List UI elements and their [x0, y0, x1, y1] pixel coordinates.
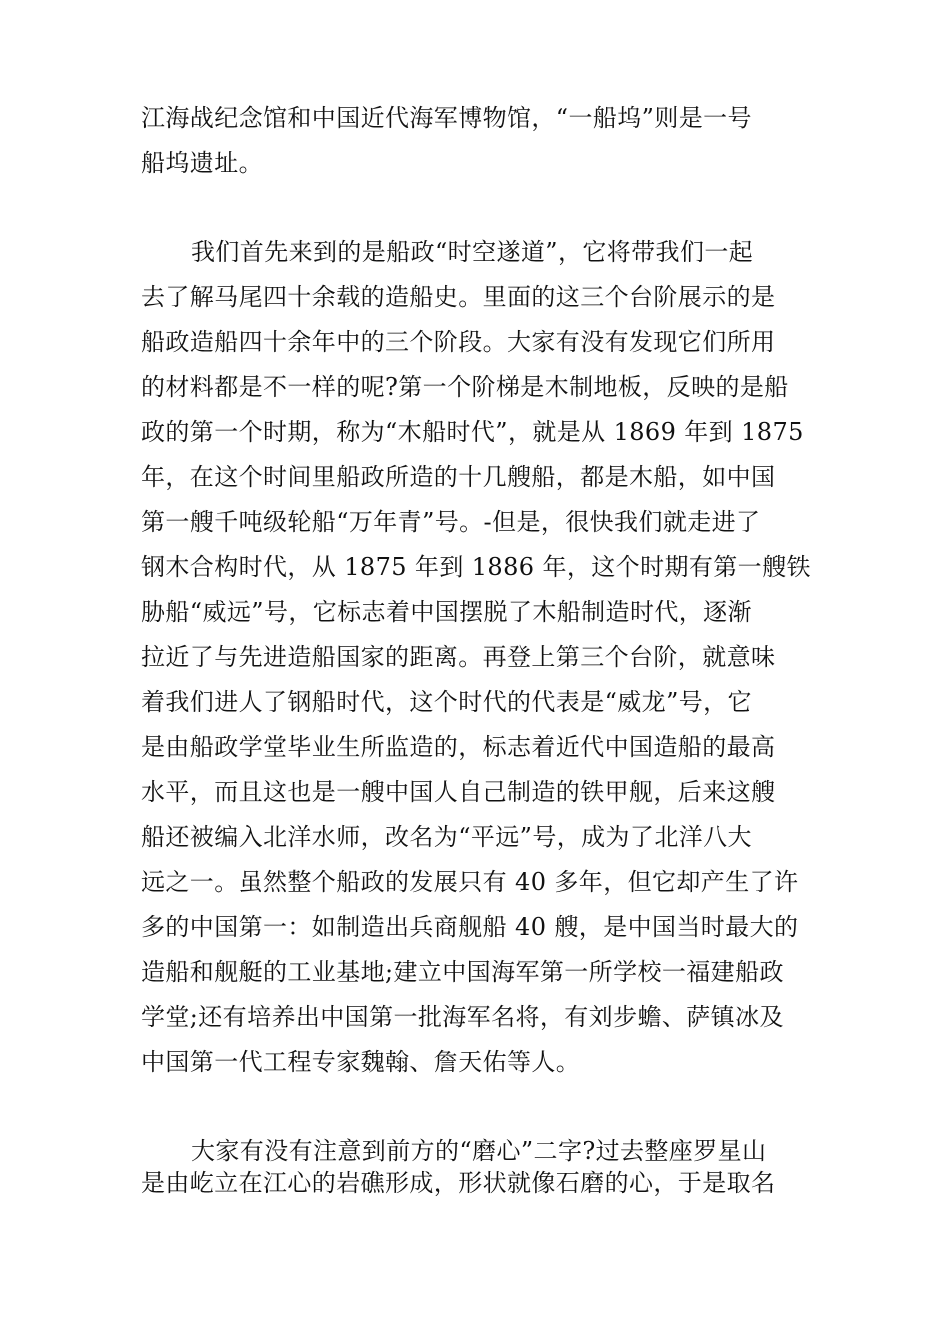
paragraph-2-line-19: 中国第一代工程专家魏翰、詹天佑等人。: [141, 1048, 581, 1076]
paragraph-2-line-17: 造船和舰艇的工业基地;建立中国海军第一所学校一福建船政: [141, 958, 784, 986]
paragraph-2-line-4: 的材料都是不一样的呢?第一个阶梯是木制地板，反映的是船: [141, 373, 789, 401]
paragraph-2-line-3: 船政造船四十余年中的三个阶段。大家有没有发现它们所用: [141, 328, 776, 356]
paragraph-1-line-2: 船坞遗址。: [141, 149, 263, 177]
paragraph-2-line-11: 着我们进人了钢船时代，这个时代的代表是“威龙”号，它: [141, 688, 752, 716]
paragraph-2-line-2: 去了解马尾四十余载的造船史。里面的这三个台阶展示的是: [141, 283, 776, 311]
paragraph-2-line-15: 远之一。虽然整个船政的发展只有 40 多年，但它却产生了许: [141, 868, 799, 896]
paragraph-2-line-9: 胁船“威远”号，它标志着中国摆脱了木船制造时代，逐渐: [141, 598, 752, 626]
paragraph-3-line-1: 大家有没有注意到前方的“磨心”二字?过去整座罗星山: [191, 1137, 767, 1165]
paragraph-2-line-18: 学堂;还有培养出中国第一批海军名将，有刘步蟾、萨镇冰及: [141, 1003, 784, 1031]
paragraph-2-line-1: 我们首先来到的是船政“时空遂道”，它将带我们一起: [191, 238, 754, 266]
paragraph-2-line-13: 水平，而且这也是一艘中国人自己制造的铁甲舰，后来这艘: [141, 778, 776, 806]
paragraph-2-line-5: 政的第一个时期，称为“木船时代”，就是从 1869 年到 1875: [141, 418, 804, 446]
paragraph-2-line-12: 是由船政学堂毕业生所监造的，标志着近代中国造船的最高: [141, 733, 776, 761]
paragraph-2-line-16: 多的中国第一：如制造出兵商舰船 40 艘，是中国当时最大的: [141, 913, 799, 941]
paragraph-3-line-2: 是由屹立在江心的岩礁形成，形状就像石磨的心，于是取名: [141, 1169, 776, 1197]
paragraph-2-line-6: 年，在这个时间里船政所造的十几艘船，都是木船，如中国: [141, 463, 776, 491]
paragraph-1-line-1: 江海战纪念馆和中国近代海军博物馆，“一船坞”则是一号: [141, 104, 752, 132]
paragraph-2-line-14: 船还被编入北洋水师，改名为“平远”号，成为了北洋八大: [141, 823, 752, 851]
paragraph-2-line-8: 钢木合构时代，从 1875 年到 1886 年，这个时期有第一艘铁: [141, 553, 811, 581]
paragraph-2-line-10: 拉近了与先进造船国家的距离。再登上第三个台阶，就意味: [141, 643, 776, 671]
paragraph-2-line-7: 第一艘千吨级轮船“万年青”号。-但是，很快我们就走进了: [141, 508, 761, 536]
